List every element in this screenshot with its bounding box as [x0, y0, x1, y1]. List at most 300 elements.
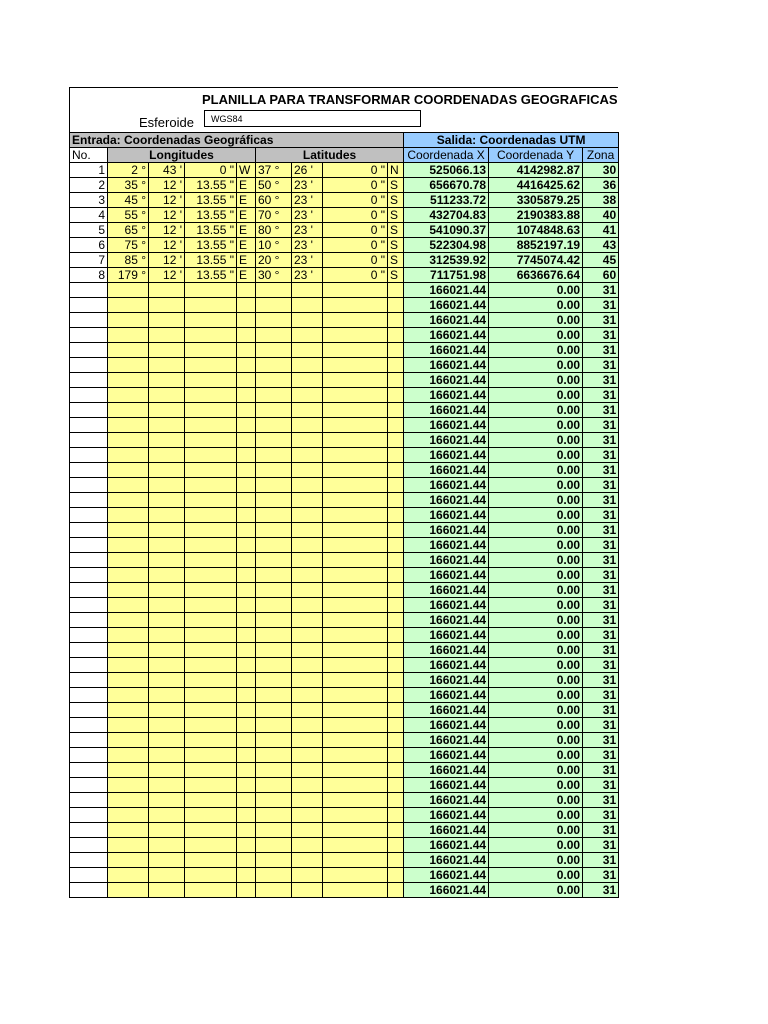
esferoide-field[interactable]: WGS84: [204, 110, 421, 127]
lon-seconds-cell[interactable]: [185, 718, 237, 733]
lat-minutes-cell[interactable]: [292, 313, 323, 328]
lat-degrees-cell[interactable]: 20 °: [256, 253, 292, 268]
lon-hemisphere-cell[interactable]: [237, 508, 256, 523]
lat-minutes-cell[interactable]: [292, 868, 323, 883]
lon-minutes-cell[interactable]: 12 ': [149, 253, 185, 268]
lat-degrees-cell[interactable]: [256, 538, 292, 553]
lat-hemisphere-cell[interactable]: [388, 493, 404, 508]
lon-seconds-cell[interactable]: [185, 358, 237, 373]
lat-minutes-cell[interactable]: [292, 373, 323, 388]
lat-seconds-cell[interactable]: [323, 508, 388, 523]
lon-minutes-cell[interactable]: [149, 853, 185, 868]
lon-hemisphere-cell[interactable]: [237, 868, 256, 883]
lon-hemisphere-cell[interactable]: [237, 358, 256, 373]
lon-hemisphere-cell[interactable]: [237, 883, 256, 898]
lon-seconds-cell[interactable]: [185, 553, 237, 568]
lon-hemisphere-cell[interactable]: E: [237, 238, 256, 253]
lon-seconds-cell[interactable]: 13.55 ": [185, 193, 237, 208]
lat-degrees-cell[interactable]: [256, 493, 292, 508]
lon-hemisphere-cell[interactable]: E: [237, 223, 256, 238]
lon-minutes-cell[interactable]: 43 ': [149, 163, 185, 178]
lon-seconds-cell[interactable]: 13.55 ": [185, 208, 237, 223]
lon-minutes-cell[interactable]: [149, 838, 185, 853]
lon-degrees-cell[interactable]: 179 °: [108, 268, 149, 283]
lon-degrees-cell[interactable]: [108, 868, 149, 883]
lat-seconds-cell[interactable]: [323, 658, 388, 673]
lat-degrees-cell[interactable]: [256, 508, 292, 523]
lon-seconds-cell[interactable]: [185, 838, 237, 853]
lon-seconds-cell[interactable]: [185, 748, 237, 763]
lat-minutes-cell[interactable]: [292, 583, 323, 598]
lat-degrees-cell[interactable]: [256, 763, 292, 778]
lat-hemisphere-cell[interactable]: S: [388, 253, 404, 268]
lon-degrees-cell[interactable]: 85 °: [108, 253, 149, 268]
lon-seconds-cell[interactable]: [185, 478, 237, 493]
lon-minutes-cell[interactable]: [149, 358, 185, 373]
lat-hemisphere-cell[interactable]: [388, 748, 404, 763]
lon-minutes-cell[interactable]: [149, 808, 185, 823]
lat-minutes-cell[interactable]: [292, 838, 323, 853]
lon-minutes-cell[interactable]: 12 ': [149, 178, 185, 193]
lon-degrees-cell[interactable]: [108, 343, 149, 358]
lon-minutes-cell[interactable]: [149, 523, 185, 538]
lat-hemisphere-cell[interactable]: [388, 373, 404, 388]
lat-seconds-cell[interactable]: [323, 598, 388, 613]
lon-seconds-cell[interactable]: [185, 328, 237, 343]
lat-hemisphere-cell[interactable]: [388, 313, 404, 328]
lon-seconds-cell[interactable]: [185, 388, 237, 403]
lat-seconds-cell[interactable]: [323, 388, 388, 403]
lon-hemisphere-cell[interactable]: [237, 853, 256, 868]
lat-minutes-cell[interactable]: [292, 283, 323, 298]
lon-seconds-cell[interactable]: [185, 823, 237, 838]
lon-minutes-cell[interactable]: 12 ': [149, 193, 185, 208]
lat-seconds-cell[interactable]: 0 ": [323, 163, 388, 178]
lat-degrees-cell[interactable]: [256, 733, 292, 748]
lat-minutes-cell[interactable]: [292, 628, 323, 643]
lon-seconds-cell[interactable]: 13.55 ": [185, 238, 237, 253]
lon-degrees-cell[interactable]: [108, 463, 149, 478]
lon-seconds-cell[interactable]: [185, 448, 237, 463]
lon-minutes-cell[interactable]: [149, 658, 185, 673]
lon-degrees-cell[interactable]: [108, 328, 149, 343]
lon-minutes-cell[interactable]: [149, 403, 185, 418]
lon-degrees-cell[interactable]: [108, 553, 149, 568]
lon-degrees-cell[interactable]: [108, 628, 149, 643]
lon-hemisphere-cell[interactable]: [237, 433, 256, 448]
lat-minutes-cell[interactable]: 23 ': [292, 208, 323, 223]
lat-hemisphere-cell[interactable]: [388, 343, 404, 358]
lat-minutes-cell[interactable]: [292, 643, 323, 658]
lon-minutes-cell[interactable]: [149, 313, 185, 328]
lon-degrees-cell[interactable]: [108, 733, 149, 748]
lat-degrees-cell[interactable]: [256, 673, 292, 688]
lon-degrees-cell[interactable]: [108, 568, 149, 583]
lat-degrees-cell[interactable]: [256, 553, 292, 568]
lat-seconds-cell[interactable]: [323, 583, 388, 598]
lat-degrees-cell[interactable]: 60 °: [256, 193, 292, 208]
lat-hemisphere-cell[interactable]: [388, 538, 404, 553]
lat-hemisphere-cell[interactable]: [388, 598, 404, 613]
lat-seconds-cell[interactable]: [323, 283, 388, 298]
lat-degrees-cell[interactable]: [256, 313, 292, 328]
lon-hemisphere-cell[interactable]: [237, 343, 256, 358]
lat-hemisphere-cell[interactable]: [388, 793, 404, 808]
lon-minutes-cell[interactable]: [149, 778, 185, 793]
lon-hemisphere-cell[interactable]: [237, 823, 256, 838]
lon-hemisphere-cell[interactable]: [237, 763, 256, 778]
lon-hemisphere-cell[interactable]: [237, 298, 256, 313]
lon-degrees-cell[interactable]: [108, 538, 149, 553]
lon-degrees-cell[interactable]: [108, 838, 149, 853]
lat-hemisphere-cell[interactable]: [388, 463, 404, 478]
lon-degrees-cell[interactable]: [108, 793, 149, 808]
lon-seconds-cell[interactable]: 13.55 ": [185, 178, 237, 193]
lat-degrees-cell[interactable]: 37 °: [256, 163, 292, 178]
lat-seconds-cell[interactable]: [323, 688, 388, 703]
lat-seconds-cell[interactable]: [323, 343, 388, 358]
lat-degrees-cell[interactable]: [256, 583, 292, 598]
lat-minutes-cell[interactable]: [292, 808, 323, 823]
lat-hemisphere-cell[interactable]: [388, 763, 404, 778]
lat-degrees-cell[interactable]: [256, 643, 292, 658]
lat-degrees-cell[interactable]: 10 °: [256, 238, 292, 253]
lon-minutes-cell[interactable]: [149, 433, 185, 448]
lat-minutes-cell[interactable]: [292, 763, 323, 778]
lat-minutes-cell[interactable]: [292, 748, 323, 763]
lon-hemisphere-cell[interactable]: [237, 628, 256, 643]
lat-degrees-cell[interactable]: [256, 418, 292, 433]
lon-degrees-cell[interactable]: [108, 853, 149, 868]
lat-minutes-cell[interactable]: [292, 388, 323, 403]
lon-seconds-cell[interactable]: [185, 583, 237, 598]
lat-hemisphere-cell[interactable]: N: [388, 163, 404, 178]
lon-minutes-cell[interactable]: [149, 598, 185, 613]
lon-seconds-cell[interactable]: [185, 688, 237, 703]
lon-minutes-cell[interactable]: [149, 388, 185, 403]
lon-seconds-cell[interactable]: [185, 643, 237, 658]
lon-degrees-cell[interactable]: [108, 688, 149, 703]
lon-minutes-cell[interactable]: [149, 478, 185, 493]
lat-seconds-cell[interactable]: [323, 643, 388, 658]
lon-minutes-cell[interactable]: [149, 568, 185, 583]
lat-degrees-cell[interactable]: [256, 523, 292, 538]
lon-seconds-cell[interactable]: [185, 853, 237, 868]
lat-degrees-cell[interactable]: [256, 298, 292, 313]
lat-degrees-cell[interactable]: [256, 373, 292, 388]
lon-degrees-cell[interactable]: [108, 313, 149, 328]
lon-degrees-cell[interactable]: [108, 478, 149, 493]
lon-degrees-cell[interactable]: [108, 718, 149, 733]
lon-minutes-cell[interactable]: [149, 748, 185, 763]
lat-minutes-cell[interactable]: [292, 358, 323, 373]
lat-hemisphere-cell[interactable]: [388, 583, 404, 598]
lon-minutes-cell[interactable]: [149, 418, 185, 433]
lat-minutes-cell[interactable]: 23 ': [292, 223, 323, 238]
lon-hemisphere-cell[interactable]: [237, 643, 256, 658]
lon-seconds-cell[interactable]: [185, 673, 237, 688]
lat-degrees-cell[interactable]: [256, 403, 292, 418]
lat-minutes-cell[interactable]: [292, 718, 323, 733]
lat-minutes-cell[interactable]: [292, 598, 323, 613]
lon-degrees-cell[interactable]: [108, 748, 149, 763]
lat-degrees-cell[interactable]: [256, 658, 292, 673]
lat-seconds-cell[interactable]: [323, 778, 388, 793]
lat-degrees-cell[interactable]: [256, 568, 292, 583]
lat-seconds-cell[interactable]: [323, 883, 388, 898]
lat-seconds-cell[interactable]: [323, 448, 388, 463]
lon-hemisphere-cell[interactable]: [237, 658, 256, 673]
lon-minutes-cell[interactable]: [149, 643, 185, 658]
lon-minutes-cell[interactable]: [149, 538, 185, 553]
lon-hemisphere-cell[interactable]: [237, 793, 256, 808]
lon-hemisphere-cell[interactable]: [237, 403, 256, 418]
lon-minutes-cell[interactable]: [149, 763, 185, 778]
lat-hemisphere-cell[interactable]: [388, 613, 404, 628]
lat-hemisphere-cell[interactable]: S: [388, 223, 404, 238]
lat-minutes-cell[interactable]: [292, 478, 323, 493]
lat-hemisphere-cell[interactable]: [388, 328, 404, 343]
lat-minutes-cell[interactable]: [292, 793, 323, 808]
lat-degrees-cell[interactable]: [256, 343, 292, 358]
lon-seconds-cell[interactable]: [185, 733, 237, 748]
lat-minutes-cell[interactable]: 23 ': [292, 193, 323, 208]
lat-seconds-cell[interactable]: [323, 463, 388, 478]
lon-degrees-cell[interactable]: [108, 373, 149, 388]
lon-hemisphere-cell[interactable]: [237, 493, 256, 508]
lat-minutes-cell[interactable]: [292, 613, 323, 628]
lon-seconds-cell[interactable]: [185, 313, 237, 328]
lon-hemisphere-cell[interactable]: [237, 808, 256, 823]
lat-seconds-cell[interactable]: [323, 313, 388, 328]
lon-hemisphere-cell[interactable]: [237, 688, 256, 703]
lon-minutes-cell[interactable]: 12 ': [149, 208, 185, 223]
lat-seconds-cell[interactable]: [323, 718, 388, 733]
lat-seconds-cell[interactable]: [323, 403, 388, 418]
lat-degrees-cell[interactable]: [256, 283, 292, 298]
lat-seconds-cell[interactable]: 0 ": [323, 268, 388, 283]
lat-hemisphere-cell[interactable]: [388, 778, 404, 793]
lon-minutes-cell[interactable]: [149, 733, 185, 748]
lat-hemisphere-cell[interactable]: [388, 673, 404, 688]
lat-degrees-cell[interactable]: [256, 433, 292, 448]
lon-seconds-cell[interactable]: [185, 778, 237, 793]
lat-hemisphere-cell[interactable]: [388, 478, 404, 493]
lon-seconds-cell[interactable]: [185, 523, 237, 538]
lat-minutes-cell[interactable]: 23 ': [292, 178, 323, 193]
lon-degrees-cell[interactable]: 45 °: [108, 193, 149, 208]
lat-degrees-cell[interactable]: [256, 793, 292, 808]
lon-seconds-cell[interactable]: [185, 793, 237, 808]
lat-seconds-cell[interactable]: [323, 433, 388, 448]
lat-degrees-cell[interactable]: [256, 613, 292, 628]
lat-degrees-cell[interactable]: [256, 388, 292, 403]
lon-minutes-cell[interactable]: [149, 283, 185, 298]
lon-hemisphere-cell[interactable]: [237, 553, 256, 568]
lat-seconds-cell[interactable]: [323, 793, 388, 808]
lon-seconds-cell[interactable]: [185, 808, 237, 823]
lat-minutes-cell[interactable]: [292, 673, 323, 688]
lon-degrees-cell[interactable]: [108, 763, 149, 778]
lat-minutes-cell[interactable]: [292, 853, 323, 868]
lon-seconds-cell[interactable]: [185, 463, 237, 478]
lat-seconds-cell[interactable]: [323, 613, 388, 628]
lat-seconds-cell[interactable]: [323, 478, 388, 493]
lat-degrees-cell[interactable]: [256, 628, 292, 643]
lon-hemisphere-cell[interactable]: [237, 388, 256, 403]
lon-degrees-cell[interactable]: 55 °: [108, 208, 149, 223]
lat-hemisphere-cell[interactable]: [388, 283, 404, 298]
lat-hemisphere-cell[interactable]: [388, 403, 404, 418]
lat-minutes-cell[interactable]: [292, 463, 323, 478]
lon-degrees-cell[interactable]: 75 °: [108, 238, 149, 253]
lat-minutes-cell[interactable]: [292, 553, 323, 568]
lon-seconds-cell[interactable]: 13.55 ": [185, 223, 237, 238]
lat-seconds-cell[interactable]: [323, 823, 388, 838]
lat-minutes-cell[interactable]: [292, 883, 323, 898]
lon-degrees-cell[interactable]: [108, 433, 149, 448]
lon-minutes-cell[interactable]: [149, 868, 185, 883]
lon-degrees-cell[interactable]: [108, 673, 149, 688]
lat-degrees-cell[interactable]: [256, 748, 292, 763]
lat-degrees-cell[interactable]: [256, 328, 292, 343]
lat-degrees-cell[interactable]: [256, 778, 292, 793]
lat-degrees-cell[interactable]: [256, 478, 292, 493]
lat-minutes-cell[interactable]: [292, 523, 323, 538]
lat-minutes-cell[interactable]: [292, 703, 323, 718]
lat-minutes-cell[interactable]: [292, 778, 323, 793]
lon-degrees-cell[interactable]: [108, 358, 149, 373]
lon-minutes-cell[interactable]: [149, 718, 185, 733]
lat-degrees-cell[interactable]: [256, 808, 292, 823]
lon-hemisphere-cell[interactable]: [237, 478, 256, 493]
lon-hemisphere-cell[interactable]: [237, 613, 256, 628]
lat-hemisphere-cell[interactable]: [388, 643, 404, 658]
lat-seconds-cell[interactable]: [323, 373, 388, 388]
lat-seconds-cell[interactable]: [323, 628, 388, 643]
lon-hemisphere-cell[interactable]: [237, 418, 256, 433]
lon-seconds-cell[interactable]: [185, 568, 237, 583]
lon-minutes-cell[interactable]: [149, 823, 185, 838]
lon-minutes-cell[interactable]: [149, 673, 185, 688]
lon-hemisphere-cell[interactable]: [237, 583, 256, 598]
lon-hemisphere-cell[interactable]: [237, 838, 256, 853]
lat-seconds-cell[interactable]: [323, 868, 388, 883]
lat-hemisphere-cell[interactable]: [388, 688, 404, 703]
lat-minutes-cell[interactable]: [292, 418, 323, 433]
lat-degrees-cell[interactable]: [256, 868, 292, 883]
lat-seconds-cell[interactable]: [323, 538, 388, 553]
lon-degrees-cell[interactable]: [108, 703, 149, 718]
lon-seconds-cell[interactable]: 13.55 ": [185, 268, 237, 283]
lat-degrees-cell[interactable]: 30 °: [256, 268, 292, 283]
lon-degrees-cell[interactable]: [108, 508, 149, 523]
lat-hemisphere-cell[interactable]: [388, 718, 404, 733]
lon-hemisphere-cell[interactable]: [237, 733, 256, 748]
lat-hemisphere-cell[interactable]: [388, 808, 404, 823]
lat-seconds-cell[interactable]: [323, 568, 388, 583]
lon-minutes-cell[interactable]: [149, 613, 185, 628]
lat-hemisphere-cell[interactable]: [388, 508, 404, 523]
lat-degrees-cell[interactable]: [256, 463, 292, 478]
lat-minutes-cell[interactable]: [292, 433, 323, 448]
lat-minutes-cell[interactable]: 23 ': [292, 238, 323, 253]
lat-hemisphere-cell[interactable]: S: [388, 268, 404, 283]
lon-hemisphere-cell[interactable]: E: [237, 208, 256, 223]
lon-degrees-cell[interactable]: [108, 403, 149, 418]
lon-degrees-cell[interactable]: [108, 643, 149, 658]
lon-degrees-cell[interactable]: 65 °: [108, 223, 149, 238]
lat-degrees-cell[interactable]: [256, 883, 292, 898]
lon-minutes-cell[interactable]: [149, 583, 185, 598]
lat-seconds-cell[interactable]: 0 ": [323, 208, 388, 223]
lon-hemisphere-cell[interactable]: [237, 598, 256, 613]
lat-seconds-cell[interactable]: [323, 808, 388, 823]
lat-minutes-cell[interactable]: [292, 688, 323, 703]
lat-minutes-cell[interactable]: [292, 448, 323, 463]
lat-seconds-cell[interactable]: [323, 703, 388, 718]
lon-seconds-cell[interactable]: [185, 298, 237, 313]
lat-minutes-cell[interactable]: 23 ': [292, 253, 323, 268]
lat-minutes-cell[interactable]: 26 ': [292, 163, 323, 178]
lat-minutes-cell[interactable]: [292, 493, 323, 508]
lat-degrees-cell[interactable]: [256, 838, 292, 853]
lat-seconds-cell[interactable]: [323, 493, 388, 508]
lon-hemisphere-cell[interactable]: W: [237, 163, 256, 178]
lon-seconds-cell[interactable]: [185, 538, 237, 553]
lat-degrees-cell[interactable]: [256, 718, 292, 733]
lon-degrees-cell[interactable]: [108, 613, 149, 628]
lat-degrees-cell[interactable]: [256, 853, 292, 868]
lon-seconds-cell[interactable]: [185, 868, 237, 883]
lat-hemisphere-cell[interactable]: S: [388, 238, 404, 253]
lat-hemisphere-cell[interactable]: S: [388, 193, 404, 208]
lat-hemisphere-cell[interactable]: [388, 838, 404, 853]
lat-minutes-cell[interactable]: [292, 298, 323, 313]
lat-hemisphere-cell[interactable]: [388, 448, 404, 463]
lat-seconds-cell[interactable]: [323, 733, 388, 748]
lat-degrees-cell[interactable]: [256, 703, 292, 718]
lon-minutes-cell[interactable]: [149, 373, 185, 388]
lon-minutes-cell[interactable]: [149, 883, 185, 898]
lon-seconds-cell[interactable]: [185, 418, 237, 433]
lon-seconds-cell[interactable]: [185, 508, 237, 523]
lat-seconds-cell[interactable]: 0 ": [323, 223, 388, 238]
lon-minutes-cell[interactable]: [149, 298, 185, 313]
lon-seconds-cell[interactable]: [185, 703, 237, 718]
lat-degrees-cell[interactable]: [256, 823, 292, 838]
lat-seconds-cell[interactable]: [323, 673, 388, 688]
lat-hemisphere-cell[interactable]: [388, 658, 404, 673]
lon-seconds-cell[interactable]: 13.55 ": [185, 253, 237, 268]
lon-minutes-cell[interactable]: [149, 793, 185, 808]
lon-hemisphere-cell[interactable]: [237, 373, 256, 388]
lat-hemisphere-cell[interactable]: [388, 883, 404, 898]
lon-hemisphere-cell[interactable]: [237, 463, 256, 478]
lon-hemisphere-cell[interactable]: E: [237, 193, 256, 208]
lat-hemisphere-cell[interactable]: [388, 868, 404, 883]
lon-seconds-cell[interactable]: [185, 658, 237, 673]
lat-seconds-cell[interactable]: 0 ": [323, 238, 388, 253]
lat-hemisphere-cell[interactable]: [388, 823, 404, 838]
lat-seconds-cell[interactable]: [323, 748, 388, 763]
lat-seconds-cell[interactable]: [323, 298, 388, 313]
lat-degrees-cell[interactable]: 70 °: [256, 208, 292, 223]
lon-seconds-cell[interactable]: [185, 493, 237, 508]
lon-hemisphere-cell[interactable]: [237, 673, 256, 688]
lat-degrees-cell[interactable]: 50 °: [256, 178, 292, 193]
lon-seconds-cell[interactable]: [185, 343, 237, 358]
